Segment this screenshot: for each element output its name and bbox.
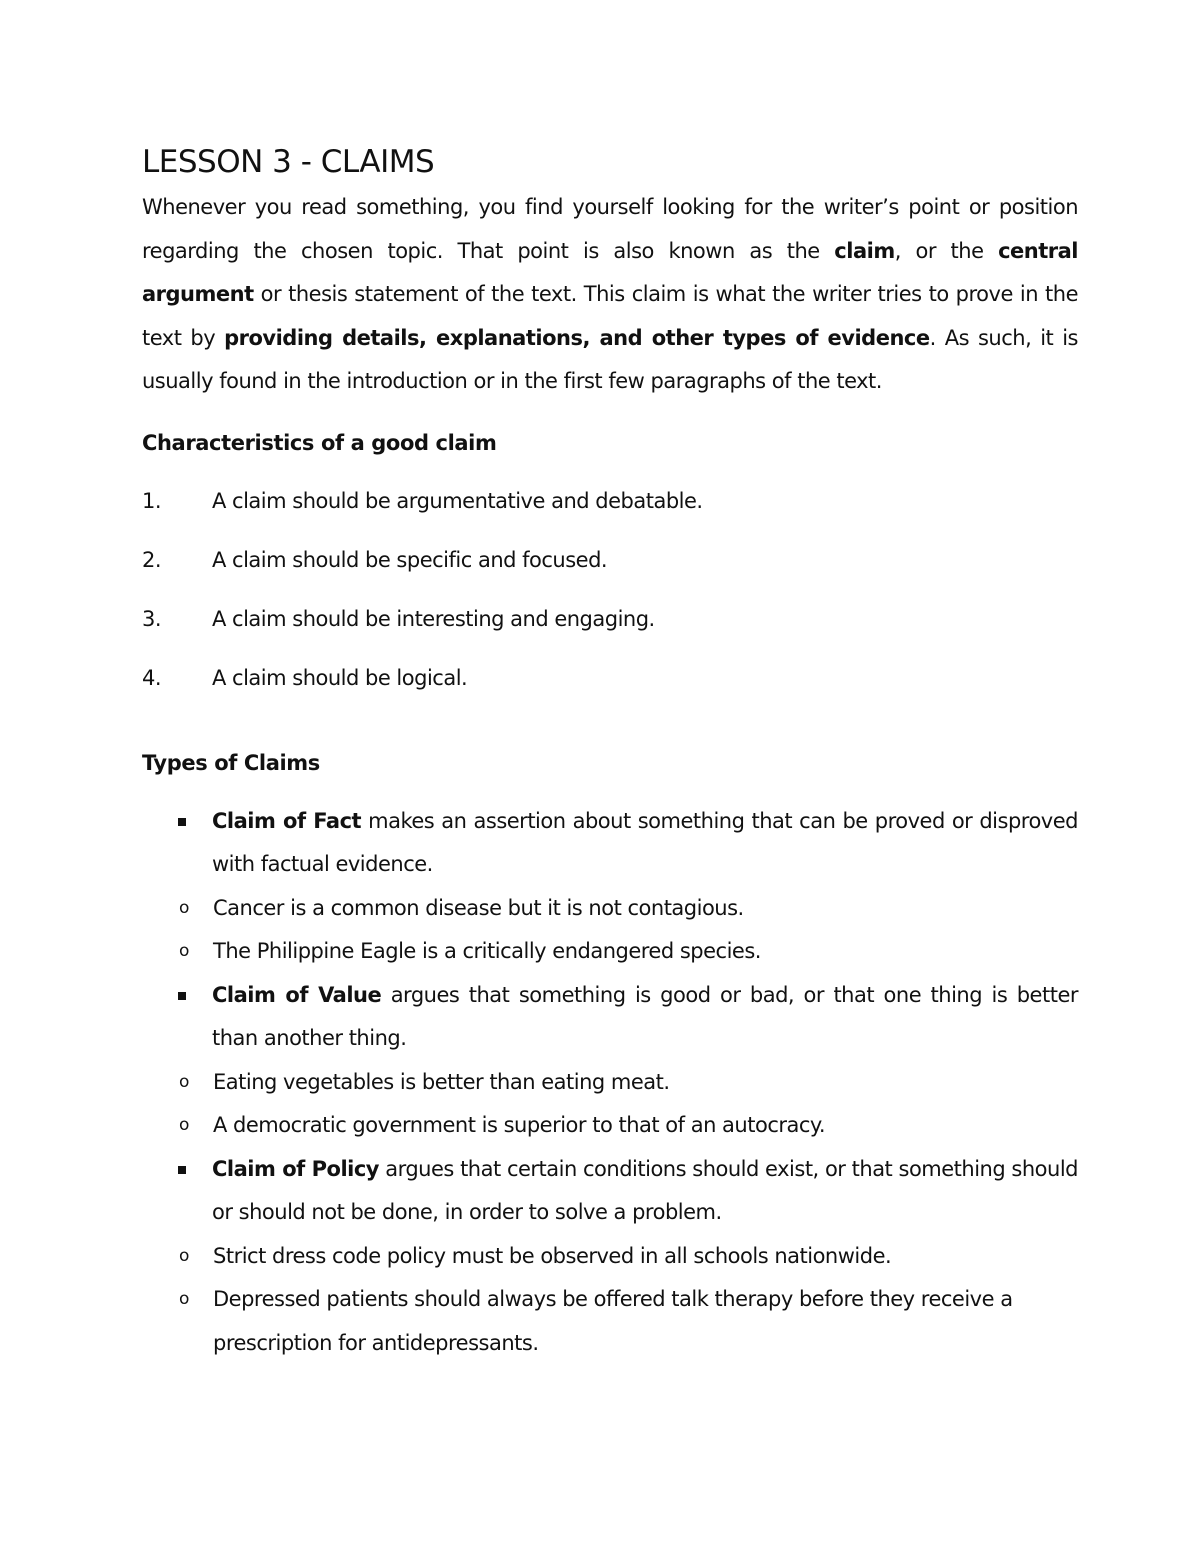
intro-bold-central-argument: central argument: [142, 238, 1078, 307]
intro-text-2: , or the: [894, 238, 999, 263]
example-item: [142, 1235, 1078, 1279]
characteristics-list: [142, 486, 1078, 693]
list-text: A claim should be interesting and engaging.: [212, 606, 655, 631]
intro-bold-evidence: providing details, explanations, and other types of evidence: [224, 325, 930, 350]
bullet-square-icon: [178, 992, 186, 1000]
characteristics-heading: Characteristics of a good claim: [142, 430, 497, 455]
list-text: A claim should be specific and focused.: [212, 547, 608, 572]
list-item: [142, 604, 1078, 634]
circle-bullet-icon: o: [179, 1245, 189, 1266]
examples-list: [142, 1061, 1078, 1148]
list-item: [142, 663, 1078, 693]
claim-type-name: Claim of Policy: [212, 1156, 379, 1181]
circle-bullet-icon: o: [179, 1289, 189, 1310]
list-number: 4.: [142, 665, 162, 690]
list-number: 3.: [142, 606, 162, 631]
intro-text-1: Whenever you read something, you find yourself looking for the writer’s point or position regarding the chosen topic. That point is also known as the: [142, 195, 1078, 263]
example-text: Cancer is a common disease but it is not contagious.: [213, 895, 744, 920]
claim-type-desc: makes an assertion about something that can be proved or disproved with factual evidence.: [212, 808, 1078, 877]
example-text: Depressed patients should always be offered talk therapy before they receive a prescription for antidepressants.: [213, 1287, 1013, 1355]
types-heading: Types of Claims: [142, 750, 320, 775]
intro-bold-claim: claim: [834, 238, 895, 263]
example-item: [142, 1061, 1078, 1105]
lesson-title: LESSON 3 - CLAIMS: [142, 144, 435, 180]
example-text: Strict dress code policy must be observed in all schools nationwide.: [213, 1243, 892, 1268]
list-number: 2.: [142, 547, 162, 572]
list-text: A claim should be logical.: [212, 665, 468, 690]
claim-type-value: [142, 974, 1078, 1148]
list-number: 1.: [142, 488, 162, 513]
claim-type-name: Claim of Value: [212, 982, 382, 1007]
intro-text-4: . As such, it is usually found in the introduction or in the first few paragraphs of the text.: [142, 325, 1078, 394]
claim-type-desc: argues that something is good or bad, or that one thing is better than another thing.: [212, 982, 1078, 1051]
example-text: Eating vegetables is better than eating meat.: [213, 1069, 670, 1094]
list-item: [142, 486, 1078, 516]
list-item: [142, 545, 1078, 575]
bullet-square-icon: [178, 818, 186, 826]
bullet-square-icon: [178, 1166, 186, 1174]
examples-list: [142, 1235, 1078, 1366]
claim-type-name: Claim of Fact: [212, 808, 362, 833]
claim-type-policy: [142, 1148, 1078, 1366]
circle-bullet-icon: o: [179, 941, 189, 962]
document-page: [142, 140, 1078, 1365]
intro-paragraph: [142, 186, 1078, 404]
circle-bullet-icon: o: [179, 1071, 189, 1092]
intro-text-3: or thesis statement of the text. This claim is what the writer tries to prove in the text by: [142, 282, 1078, 350]
circle-bullet-icon: o: [179, 897, 189, 918]
example-item: [142, 1278, 1078, 1365]
claim-type-text: [212, 1148, 1078, 1235]
claim-type-text: [212, 800, 1078, 887]
examples-list: [142, 887, 1078, 974]
list-text: A claim should be argumentative and debatable.: [212, 488, 703, 513]
claim-type-desc: argues that certain conditions should exist, or that something should or should not be done, in order to solve a problem.: [212, 1156, 1078, 1225]
example-item: [142, 887, 1078, 931]
example-item: [142, 1104, 1078, 1148]
claim-type-text: [212, 974, 1078, 1061]
types-list: [142, 800, 1078, 1366]
claim-type-fact: [142, 800, 1078, 974]
example-text: A democratic government is superior to that of an autocracy.: [213, 1113, 826, 1138]
example-text: The Philippine Eagle is a critically endangered species.: [213, 939, 761, 964]
example-item: [142, 930, 1078, 974]
circle-bullet-icon: o: [179, 1115, 189, 1136]
